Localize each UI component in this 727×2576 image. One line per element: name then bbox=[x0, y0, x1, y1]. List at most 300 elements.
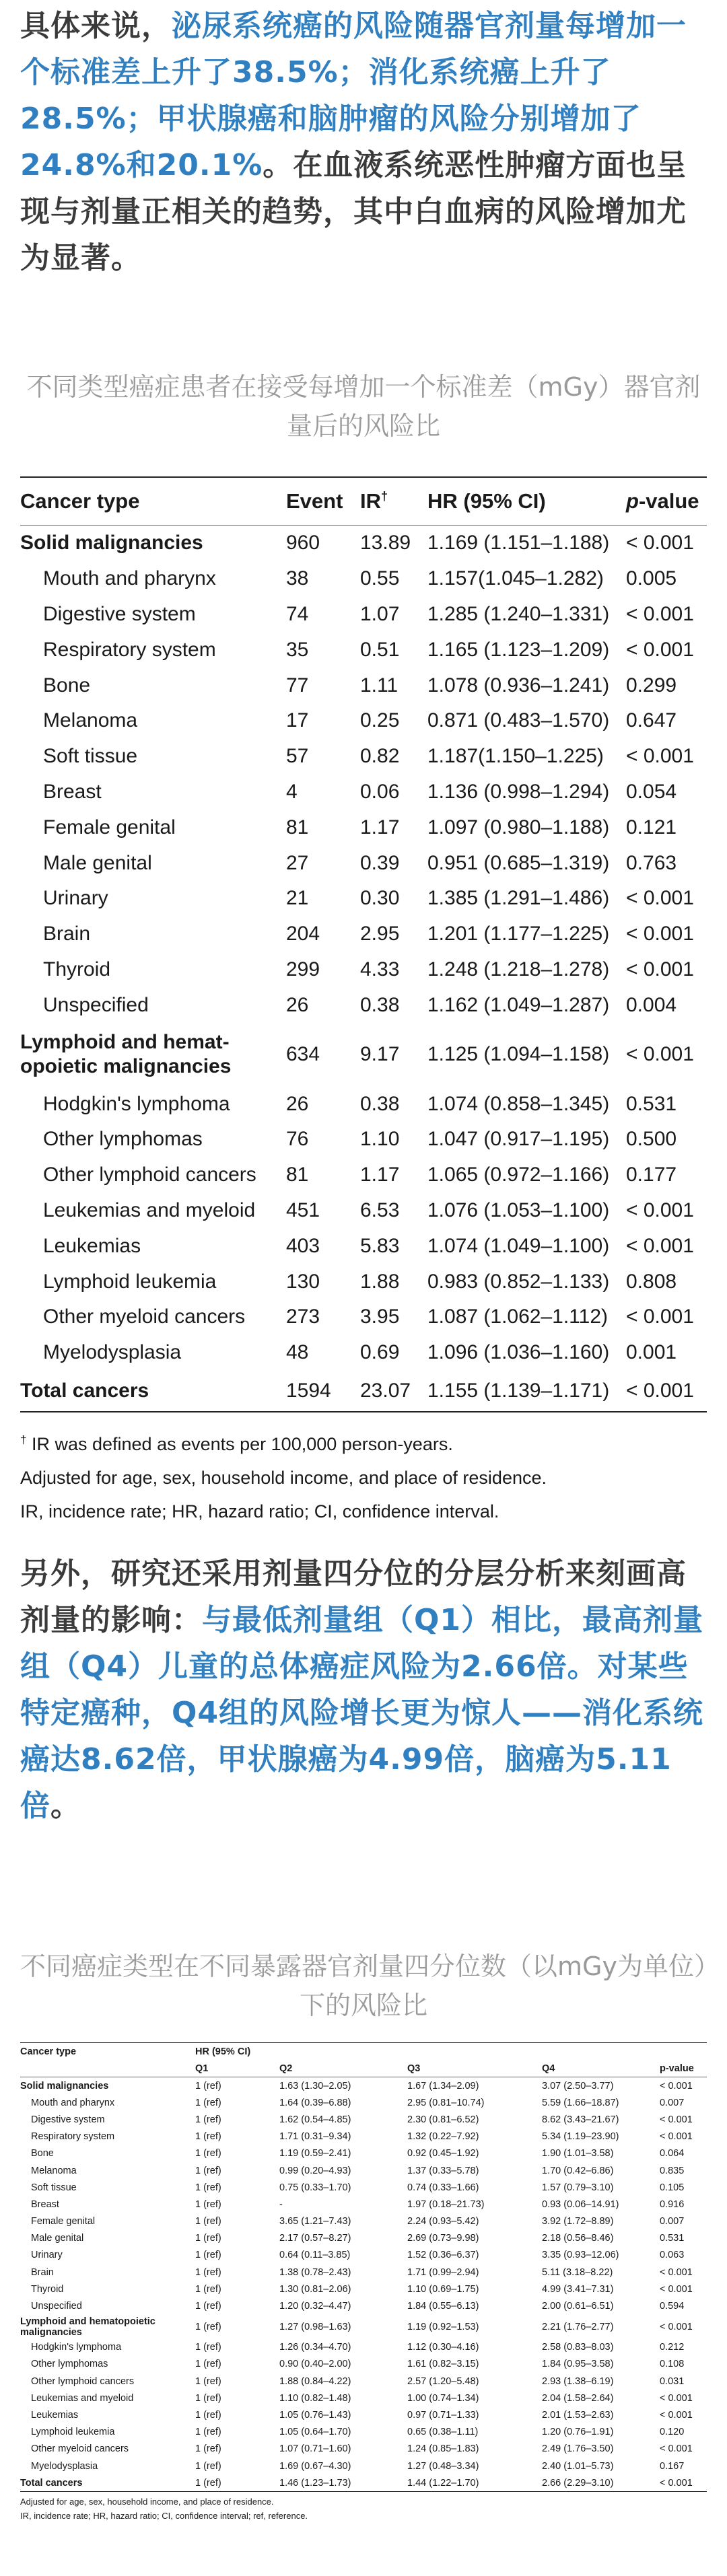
cell-hr: 0.983 (0.852–1.133) bbox=[427, 1270, 610, 1293]
row-label: Unspecified bbox=[31, 2301, 82, 2312]
cell-hr: 1.187(1.150–1.225) bbox=[427, 745, 604, 768]
row-label: Hodgkin's lymphoma bbox=[31, 2342, 122, 2353]
cell-ir: 1.07 bbox=[360, 602, 400, 625]
cell-p: < 0.001 bbox=[660, 2392, 693, 2404]
cell-q1: 1 (ref) bbox=[195, 2359, 221, 2370]
cell-q2: 1.07 (0.71–1.60) bbox=[279, 2443, 351, 2455]
cell-hr: 1.065 (0.972–1.166) bbox=[427, 1164, 610, 1186]
cell-q1: 1 (ref) bbox=[195, 2392, 221, 2404]
cell-p: 0.167 bbox=[660, 2460, 685, 2472]
col-q1: Q1 bbox=[195, 2060, 279, 2077]
cell-event: 403 bbox=[286, 1234, 320, 1257]
cell-q3: 2.57 (1.20–5.48) bbox=[407, 2375, 479, 2387]
cell-q3: 0.65 (0.38–1.11) bbox=[407, 2427, 479, 2438]
cell-q4: 2.00 (0.61–6.51) bbox=[542, 2301, 614, 2312]
table-row bbox=[20, 2474, 707, 2492]
table-row bbox=[20, 810, 707, 845]
cell-ir: 23.07 bbox=[360, 1371, 427, 1412]
cell-q4: 8.62 (3.43–21.67) bbox=[542, 2114, 619, 2125]
cell-p: 0.064 bbox=[660, 2148, 685, 2159]
cell-q3: 1.24 (0.85–1.83) bbox=[407, 2443, 479, 2455]
cell-ir: 1.17 bbox=[360, 816, 400, 838]
cell-q4: 1.20 (0.76–1.91) bbox=[542, 2427, 614, 2438]
cell-p: 0.531 bbox=[626, 1092, 677, 1115]
cell-hr: 1.201 (1.177–1.225) bbox=[427, 923, 610, 945]
cell-p: < 0.001 bbox=[626, 887, 694, 910]
cell-p: 0.916 bbox=[660, 2198, 685, 2210]
cell-q2: 3.65 (1.21–7.43) bbox=[279, 2216, 351, 2227]
cell-q3: 1.84 (0.55–6.13) bbox=[407, 2301, 479, 2312]
cell-q4: 2.18 (0.56–8.46) bbox=[542, 2233, 614, 2244]
cell-p: 0.005 bbox=[626, 567, 677, 590]
cell-q4: 0.93 (0.06–14.91) bbox=[542, 2198, 619, 2210]
cell-p: < 0.001 bbox=[660, 2321, 693, 2332]
row-label: Other lymphomas bbox=[43, 1128, 203, 1151]
cell-ir: 5.83 bbox=[360, 1234, 400, 1257]
row-label: Soft tissue bbox=[43, 745, 138, 768]
cell-p: 0.808 bbox=[626, 1270, 677, 1293]
cell-event: 299 bbox=[286, 958, 320, 980]
cell-event: 960 bbox=[286, 532, 320, 554]
row-label: Respiratory system bbox=[43, 638, 216, 661]
cell-q1: 1 (ref) bbox=[195, 2097, 221, 2108]
table-row bbox=[20, 703, 707, 739]
cell-p: < 0.001 bbox=[626, 1371, 707, 1412]
cell-q1: 1 (ref) bbox=[195, 2198, 221, 2210]
table-row bbox=[20, 2247, 707, 2264]
middle-rest: 。 bbox=[50, 1789, 81, 1823]
cell-q1: 1 (ref) bbox=[195, 2474, 279, 2492]
row-label: Breast bbox=[31, 2198, 59, 2210]
table2-footnotes bbox=[20, 2495, 707, 2523]
cell-q1: 1 (ref) bbox=[195, 2114, 221, 2125]
table2-header-row bbox=[20, 2043, 707, 2061]
cell-ir: 1.11 bbox=[360, 674, 399, 696]
table-row bbox=[20, 917, 707, 952]
cell-q3: 2.69 (0.73–9.98) bbox=[407, 2233, 479, 2244]
table2-caption: 不同癌症类型在不同暴露器官剂量四分位数（以mGy为单位）下的风险比 bbox=[20, 1952, 707, 2020]
cell-p: 0.121 bbox=[626, 816, 677, 838]
cell-ir: 4.33 bbox=[360, 958, 400, 980]
cell-p: < 0.001 bbox=[626, 923, 694, 945]
col-q3: Q3 bbox=[407, 2060, 542, 2077]
table-row bbox=[20, 1023, 707, 1086]
cell-event: 130 bbox=[286, 1270, 320, 1293]
cell-event: 634 bbox=[286, 1043, 320, 1066]
cell-event: 26 bbox=[286, 1092, 309, 1115]
cell-q4: 4.99 (3.41–7.31) bbox=[542, 2283, 614, 2295]
cell-ir: 0.06 bbox=[360, 780, 400, 803]
table-row bbox=[20, 2339, 707, 2356]
cell-ir: 1.88 bbox=[360, 1270, 400, 1293]
cell-p: < 0.001 bbox=[660, 2283, 693, 2295]
cell-q2: 1.88 (0.84–4.22) bbox=[279, 2375, 351, 2387]
table-row bbox=[20, 2390, 707, 2406]
table-row bbox=[20, 2213, 707, 2230]
cell-ir: 0.25 bbox=[360, 709, 400, 732]
cell-event: 81 bbox=[286, 1164, 309, 1186]
table1 bbox=[20, 476, 707, 1528]
cell-q1: 1 (ref) bbox=[195, 2233, 221, 2244]
table-row bbox=[20, 881, 707, 917]
cell-event: 273 bbox=[286, 1305, 320, 1328]
row-label: Male genital bbox=[43, 851, 152, 874]
intro-paragraph bbox=[20, 3, 707, 281]
col-p-value: p-value bbox=[660, 2060, 707, 2077]
cell-q2: 1.26 (0.34–4.70) bbox=[279, 2342, 351, 2353]
cell-hr: 1.125 (1.094–1.158) bbox=[427, 1043, 610, 1066]
cell-event: 74 bbox=[286, 602, 309, 625]
row-label: Other lymphoid cancers bbox=[31, 2375, 135, 2387]
cell-q4: 1.70 (0.42–6.86) bbox=[542, 2165, 614, 2176]
cell-q4: 2.58 (0.83–8.03) bbox=[542, 2342, 614, 2353]
cell-p: < 0.001 bbox=[660, 2266, 693, 2278]
cell-hr: 1.385 (1.291–1.486) bbox=[427, 887, 610, 910]
cell-hr: 1.162 (1.049–1.287) bbox=[427, 993, 610, 1016]
cell-q4: 2.49 (1.76–3.50) bbox=[542, 2443, 614, 2455]
cell-hr: 1.157(1.045–1.282) bbox=[427, 567, 604, 590]
cell-q3: 0.92 (0.45–1.92) bbox=[407, 2148, 479, 2159]
cell-q4: 2.66 (2.29–3.10) bbox=[542, 2474, 660, 2492]
col-q4: Q4 bbox=[542, 2060, 660, 2077]
cell-p: < 0.001 bbox=[660, 2080, 693, 2091]
table2-subheader-row bbox=[20, 2060, 707, 2077]
footnote-abbreviations: IR, incidence rate; HR, hazard ratio; CI, confidence interval. bbox=[20, 1501, 499, 1522]
cell-p: 0.299 bbox=[626, 674, 677, 696]
footnote-adjusted: Adjusted for age, sex, household income, and place of residence. bbox=[20, 1467, 547, 1488]
table-row bbox=[20, 2458, 707, 2474]
cell-q3: 2.30 (0.81–6.52) bbox=[407, 2114, 479, 2125]
row-label: Other lymphoid cancers bbox=[43, 1164, 256, 1186]
cell-p: 0.212 bbox=[660, 2342, 685, 2353]
cell-p: < 0.001 bbox=[626, 958, 694, 980]
cell-q3: 0.74 (0.33–1.66) bbox=[407, 2182, 479, 2193]
cell-event: 4 bbox=[286, 780, 298, 803]
table-row bbox=[20, 1264, 707, 1299]
cell-q4: 5.11 (3.18–8.22) bbox=[542, 2266, 613, 2278]
cell-q2: 1.10 (0.82–1.48) bbox=[279, 2392, 351, 2404]
cell-q2: 1.71 (0.31–9.34) bbox=[279, 2131, 351, 2143]
cell-q2: 1.05 (0.76–1.43) bbox=[279, 2409, 351, 2421]
table-row bbox=[20, 2145, 707, 2162]
intro-lead: 具体来说， bbox=[20, 9, 172, 43]
table-row bbox=[20, 2179, 707, 2196]
row-label: Soft tissue bbox=[31, 2182, 77, 2193]
row-label: Solid malignancies bbox=[20, 532, 203, 554]
table-row bbox=[20, 2094, 707, 2111]
row-label: Myelodysplasia bbox=[43, 1341, 182, 1364]
intro-highlight: 泌尿系统癌的风险随器官剂量每增加一个标准差上升了38.5%；消化系统癌上升了28.5%；甲状腺癌和脑肿瘤的风险分别增加了24.8%和20.1% bbox=[20, 9, 687, 182]
cell-p: 0.108 bbox=[660, 2359, 685, 2370]
row-label: Leukemias and myeloid bbox=[43, 1198, 256, 1221]
cell-q2: 0.90 (0.40–2.00) bbox=[279, 2359, 351, 2370]
col-cancer-type: Cancer type bbox=[20, 477, 286, 526]
cell-p: 0.004 bbox=[626, 993, 677, 1016]
middle-lead: 另外，研究还采用剂量四分位的分层分析来刻画高剂量的影响： bbox=[20, 1557, 687, 1637]
cell-q2: 1.64 (0.39–6.88) bbox=[279, 2097, 351, 2108]
row-label: Bone bbox=[43, 674, 91, 696]
cell-q3: 1.52 (0.36–6.37) bbox=[407, 2250, 479, 2261]
cell-q2: 1.20 (0.32–4.47) bbox=[279, 2301, 351, 2312]
cell-hr: 1.285 (1.240–1.331) bbox=[427, 602, 610, 625]
cell-q1: 1 (ref) bbox=[195, 2427, 221, 2438]
row-label: Other lymphomas bbox=[31, 2359, 108, 2370]
cell-hr: 1.078 (0.936–1.241) bbox=[427, 674, 610, 696]
col-p-value: p-value bbox=[626, 477, 707, 526]
cell-q2: 1.05 (0.64–1.70) bbox=[279, 2427, 351, 2438]
row-label: Breast bbox=[43, 780, 102, 803]
cell-p: < 0.001 bbox=[626, 1198, 694, 1221]
cell-q4: 3.35 (0.93–12.06) bbox=[542, 2250, 619, 2261]
cell-p: < 0.001 bbox=[660, 2409, 693, 2421]
cell-q1: 1 (ref) bbox=[195, 2321, 221, 2332]
cell-q2: 1.27 (0.98–1.63) bbox=[279, 2321, 351, 2332]
cell-hr: 1.074 (0.858–1.345) bbox=[427, 1092, 610, 1115]
table-row bbox=[20, 2111, 707, 2128]
cell-q3: 1.12 (0.30–4.16) bbox=[407, 2342, 479, 2353]
cell-q1: 1 (ref) bbox=[195, 2080, 221, 2091]
cell-p: < 0.001 bbox=[626, 745, 694, 768]
table-row bbox=[20, 2297, 707, 2314]
col-event: Event bbox=[286, 477, 360, 526]
table-row bbox=[20, 1086, 707, 1122]
row-label: Total cancers bbox=[20, 2474, 195, 2492]
cell-ir: 0.38 bbox=[360, 1092, 400, 1115]
table-row bbox=[20, 1193, 707, 1229]
cell-q3: 1.61 (0.82–3.15) bbox=[407, 2359, 479, 2370]
col-q2: Q2 bbox=[279, 2060, 407, 2077]
row-label: Other myeloid cancers bbox=[31, 2443, 129, 2455]
table-row bbox=[20, 2315, 707, 2339]
row-label: Myelodysplasia bbox=[31, 2460, 98, 2472]
cell-q1: 1 (ref) bbox=[195, 2460, 221, 2472]
row-label: Female genital bbox=[43, 816, 176, 838]
cell-q2: 1.63 (1.30–2.05) bbox=[279, 2080, 351, 2091]
row-label: Other myeloid cancers bbox=[43, 1305, 246, 1328]
cell-q1: 1 (ref) bbox=[195, 2148, 221, 2159]
row-label: Urinary bbox=[43, 887, 108, 910]
cell-q4: 2.04 (1.58–2.64) bbox=[542, 2392, 614, 2404]
cell-q1: 1 (ref) bbox=[195, 2165, 221, 2176]
table-row bbox=[20, 526, 707, 561]
table-row bbox=[20, 1122, 707, 1157]
table1-footnotes bbox=[20, 1423, 707, 1528]
cell-p: < 0.001 bbox=[660, 2114, 693, 2125]
cell-q1: 1 (ref) bbox=[195, 2250, 221, 2261]
cell-p: 0.120 bbox=[660, 2427, 685, 2438]
cell-q2: 1.30 (0.81–2.06) bbox=[279, 2283, 351, 2295]
cell-hr: 1.248 (1.218–1.278) bbox=[427, 958, 610, 980]
cell-event: 81 bbox=[286, 816, 309, 838]
cell-p: 0.177 bbox=[626, 1164, 677, 1186]
cell-ir: 3.95 bbox=[360, 1305, 400, 1328]
row-label: Melanoma bbox=[43, 709, 138, 732]
cell-q4: 5.59 (1.66–18.87) bbox=[542, 2097, 619, 2108]
cell-q2: 1.69 (0.67–4.30) bbox=[279, 2460, 351, 2472]
col-hr-group: HR (95% CI) bbox=[195, 2043, 707, 2061]
cell-event: 21 bbox=[286, 887, 309, 910]
cell-hr: 0.951 (0.685–1.319) bbox=[427, 851, 610, 874]
row-label: Leukemias bbox=[31, 2409, 79, 2421]
cell-hr: 1.047 (0.917–1.195) bbox=[427, 1128, 610, 1151]
cell-event: 48 bbox=[286, 1341, 309, 1364]
cell-q1: 1 (ref) bbox=[195, 2342, 221, 2353]
cell-q4: 2.93 (1.38–6.19) bbox=[542, 2375, 614, 2387]
cell-q1: 1 (ref) bbox=[195, 2301, 221, 2312]
cell-ir: 2.95 bbox=[360, 923, 400, 945]
cell-p: 0.835 bbox=[660, 2165, 685, 2176]
cell-q2: 1.19 (0.59–2.41) bbox=[279, 2148, 351, 2159]
table-row bbox=[20, 2424, 707, 2441]
cell-hr: 1.096 (1.036–1.160) bbox=[427, 1341, 610, 1364]
row-label: Mouth and pharynx bbox=[31, 2097, 115, 2108]
cell-q3: 1.67 (1.34–2.09) bbox=[407, 2080, 479, 2091]
cell-q4: 1.84 (0.95–3.58) bbox=[542, 2359, 614, 2370]
cell-q4: 2.40 (1.01–5.73) bbox=[542, 2460, 614, 2472]
cell-p: 0.031 bbox=[660, 2375, 685, 2387]
table-row bbox=[20, 775, 707, 810]
cell-q4: 3.92 (1.72–8.89) bbox=[542, 2216, 614, 2227]
cell-q1: 1 (ref) bbox=[195, 2216, 221, 2227]
cell-event: 35 bbox=[286, 638, 309, 661]
cell-ir: 1.17 bbox=[360, 1164, 400, 1186]
table-row bbox=[20, 668, 707, 703]
cell-ir: 0.69 bbox=[360, 1341, 400, 1364]
table-row bbox=[20, 739, 707, 775]
table-row bbox=[20, 2373, 707, 2390]
table-row bbox=[20, 2230, 707, 2247]
cell-hr: 1.074 (1.049–1.100) bbox=[427, 1234, 610, 1257]
footnote-ir-definition: † IR was defined as events per 100,000 person-years. bbox=[20, 1433, 453, 1454]
cell-q2: 0.99 (0.20–4.93) bbox=[279, 2165, 351, 2176]
cell-p: < 0.001 bbox=[626, 1234, 694, 1257]
row-label: Melanoma bbox=[31, 2165, 77, 2176]
cell-q2: 0.64 (0.11–3.85) bbox=[279, 2250, 351, 2261]
cell-event: 38 bbox=[286, 567, 309, 590]
cell-hr: 1.136 (0.998–1.294) bbox=[427, 780, 610, 803]
cell-q1: 1 (ref) bbox=[195, 2375, 221, 2387]
cell-q2: - bbox=[279, 2198, 283, 2210]
table-row bbox=[20, 2356, 707, 2373]
intro-rest: 。在血液系统恶性肿瘤方面也呈现与剂量正相关的趋势，其中白血病的风险增加尤为显著。 bbox=[20, 148, 687, 275]
row-label: Digestive system bbox=[43, 602, 196, 625]
table1-caption: 不同类型癌症患者在接受每增加一个标准差（mGy）器官剂量后的风险比 bbox=[26, 372, 701, 441]
cell-ir: 0.51 bbox=[360, 638, 400, 661]
table-row bbox=[20, 1335, 707, 1371]
cell-ir: 1.10 bbox=[360, 1128, 400, 1151]
middle-paragraph bbox=[20, 1550, 707, 1829]
table-row bbox=[20, 2196, 707, 2213]
row-label: Thyroid bbox=[43, 958, 111, 980]
cell-ir: 6.53 bbox=[360, 1198, 400, 1221]
cell-q4: 1.90 (1.01–3.58) bbox=[542, 2148, 614, 2159]
footnote-abbreviations: IR, incidence rate; HR, hazard ratio; CI, confidence interval; ref, reference. bbox=[20, 2511, 308, 2521]
row-label: Thyroid bbox=[31, 2283, 64, 2295]
cell-hr: 1.076 (1.053–1.100) bbox=[427, 1198, 610, 1221]
row-label: Solid malignancies bbox=[20, 2080, 109, 2091]
cell-q4: 5.34 (1.19–23.90) bbox=[542, 2131, 619, 2143]
table-row bbox=[20, 2441, 707, 2458]
cell-q1: 1 (ref) bbox=[195, 2443, 221, 2455]
table-row bbox=[20, 2281, 707, 2297]
cell-ir: 0.82 bbox=[360, 745, 400, 768]
table-row bbox=[20, 987, 707, 1023]
cell-ir: 0.39 bbox=[360, 851, 400, 874]
table-row bbox=[20, 2264, 707, 2281]
cell-event: 1594 bbox=[286, 1371, 360, 1412]
table1-header-row bbox=[20, 477, 707, 526]
col-ir: IR† bbox=[360, 477, 427, 526]
cell-p: < 0.001 bbox=[626, 532, 694, 554]
cell-q3: 1.37 (0.33–5.78) bbox=[407, 2165, 479, 2176]
cell-hr: 1.165 (1.123–1.209) bbox=[427, 638, 610, 661]
col-cancer-type: Cancer type bbox=[20, 2043, 195, 2061]
cell-q1: 1 (ref) bbox=[195, 2283, 221, 2295]
cell-q2: 2.17 (0.57–8.27) bbox=[279, 2233, 351, 2244]
cell-p: 0.763 bbox=[626, 851, 677, 874]
table-row bbox=[20, 1371, 707, 1412]
cell-hr: 0.871 (0.483–1.570) bbox=[427, 709, 610, 732]
cell-p: < 0.001 bbox=[626, 1305, 694, 1328]
cell-p: < 0.001 bbox=[626, 602, 694, 625]
row-label: Leukemias and myeloid bbox=[31, 2392, 134, 2404]
table2 bbox=[20, 2042, 707, 2523]
table-row bbox=[20, 1157, 707, 1193]
row-label: Digestive system bbox=[31, 2114, 105, 2125]
cell-ir: 0.38 bbox=[360, 993, 400, 1016]
row-label: Hodgkin's lymphoma bbox=[43, 1092, 230, 1115]
row-label: Respiratory system bbox=[31, 2131, 115, 2143]
cell-event: 204 bbox=[286, 923, 320, 945]
table-row bbox=[20, 2077, 707, 2095]
table-row bbox=[20, 952, 707, 988]
cell-q3: 1.44 (1.22–1.70) bbox=[407, 2474, 542, 2492]
cell-p: 0.054 bbox=[626, 780, 677, 803]
cell-ir: 13.89 bbox=[360, 532, 411, 554]
row-label: Lymphoid leukemia bbox=[43, 1270, 217, 1293]
cell-p: 0.001 bbox=[626, 1341, 677, 1364]
table-row bbox=[20, 2162, 707, 2179]
cell-q3: 2.24 (0.93–5.42) bbox=[407, 2216, 479, 2227]
row-label: Unspecified bbox=[43, 993, 149, 1016]
cell-q4: 1.57 (0.79–3.10) bbox=[542, 2182, 614, 2193]
cell-q3: 1.10 (0.69–1.75) bbox=[407, 2283, 479, 2295]
cell-q4: 2.01 (1.53–2.63) bbox=[542, 2409, 614, 2421]
cell-q3: 1.32 (0.22–7.92) bbox=[407, 2131, 479, 2143]
cell-q4: 2.21 (1.76–2.77) bbox=[542, 2321, 614, 2332]
footnote-adjusted: Adjusted for age, sex, household income, and place of residence. bbox=[20, 2497, 274, 2507]
cell-q3: 1.19 (0.92–1.53) bbox=[407, 2321, 479, 2332]
table-row bbox=[20, 632, 707, 668]
row-label: Male genital bbox=[31, 2233, 84, 2244]
cell-p: 0.007 bbox=[660, 2097, 685, 2108]
row-label: Leukemias bbox=[43, 1234, 141, 1257]
cell-event: 17 bbox=[286, 709, 309, 732]
row-label: Mouth and pharynx bbox=[43, 567, 216, 590]
row-label: Total cancers bbox=[20, 1371, 286, 1412]
cell-event: 27 bbox=[286, 851, 309, 874]
row-label: Lymphoid and hemat-opoietic malignancies bbox=[20, 1031, 232, 1078]
cell-event: 57 bbox=[286, 745, 309, 768]
cell-event: 77 bbox=[286, 674, 309, 696]
row-label: Lymphoid and hematopoietic malignancies bbox=[20, 2316, 155, 2338]
row-label: Urinary bbox=[31, 2250, 63, 2261]
table-row bbox=[20, 1299, 707, 1335]
cell-q1: 1 (ref) bbox=[195, 2182, 221, 2193]
cell-p: 0.105 bbox=[660, 2182, 685, 2193]
cell-q1: 1 (ref) bbox=[195, 2409, 221, 2421]
cell-q1: 1 (ref) bbox=[195, 2266, 221, 2278]
